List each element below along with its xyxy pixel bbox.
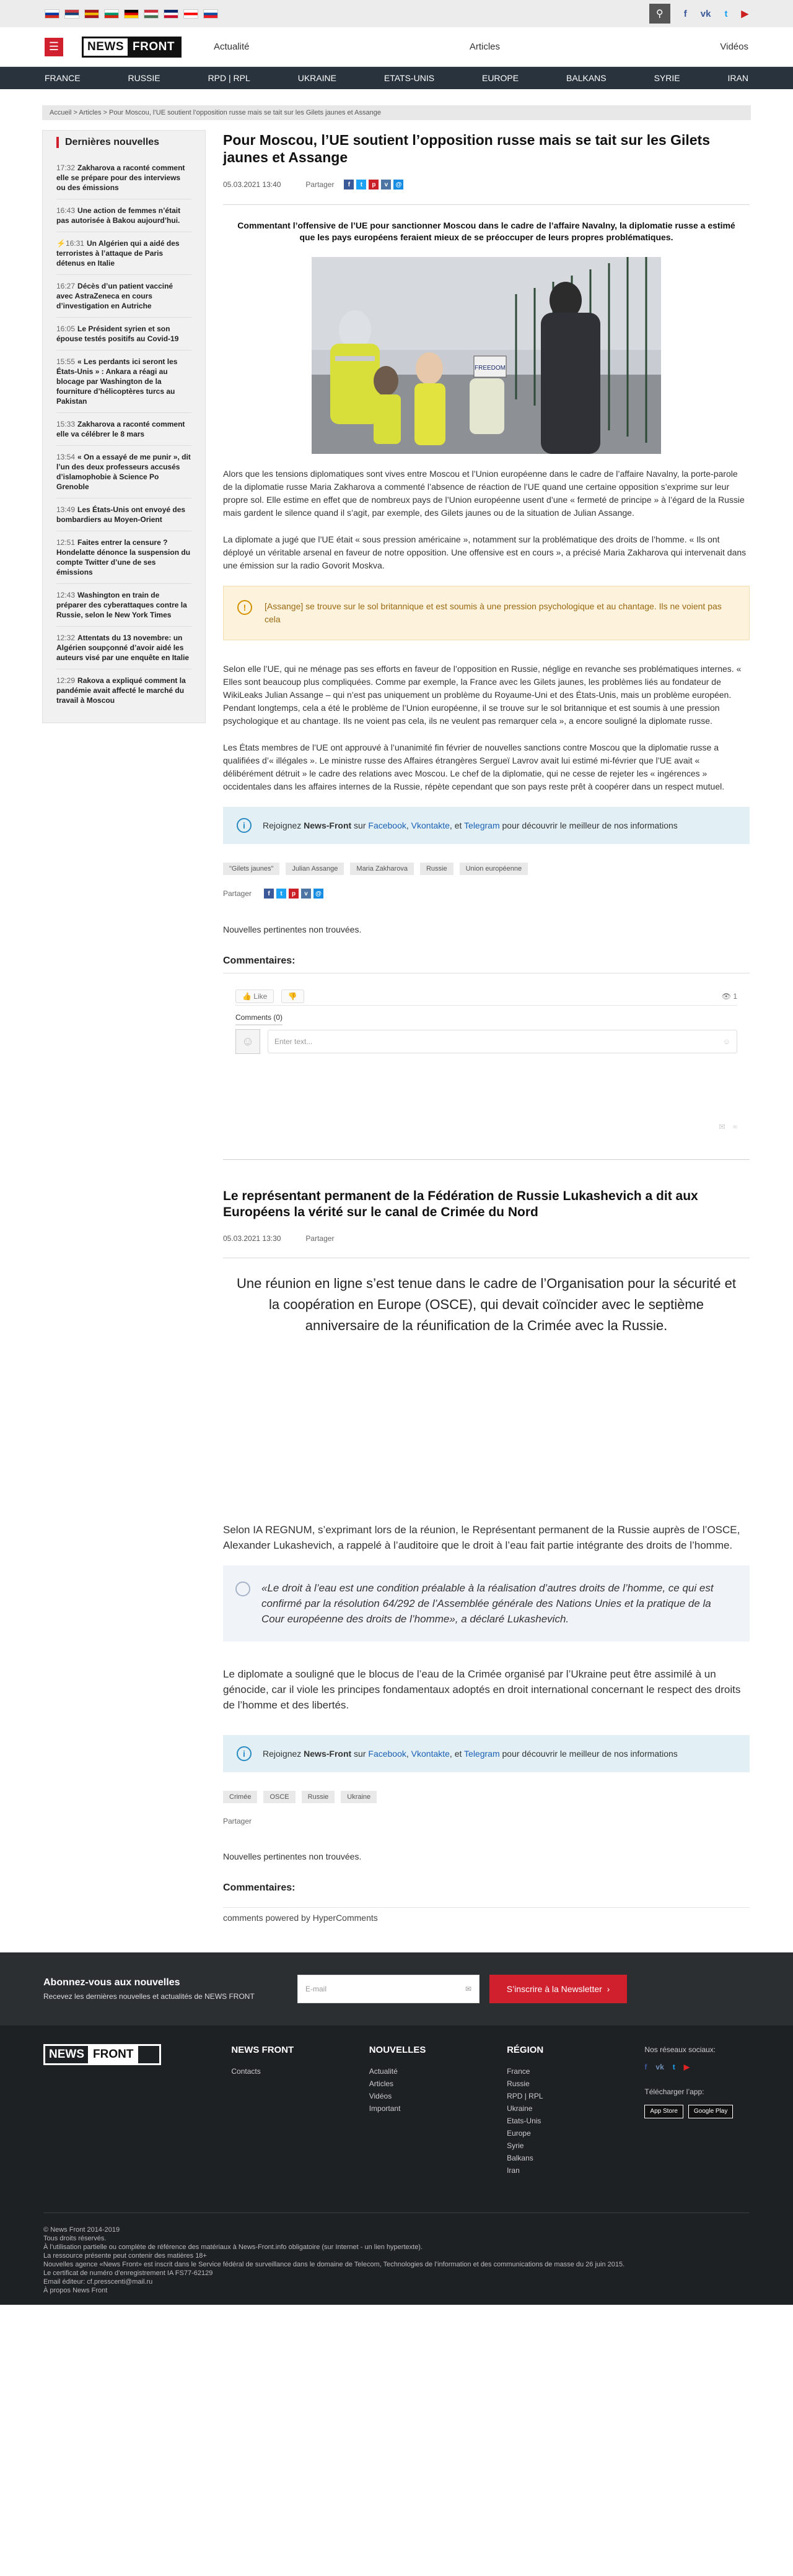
article-paragraph: Selon elle l’UE, qui ne ménage pas ses efforts en faveur de l’opposition en Russie, néglige en revanche ses problématiques internes. « Elles sont beaucoup plus compliquées. Comme par exemple, la France avec les Gilets jaunes, les problèmes liés au fondateur de WikiLeaks Julian Assange – qui n’est pas uniquement un problème du Royaume-Uni et des États-Unis, mais un problème européen. Pendant longtemps, cela a été le problème de l’Union européenne, il se trouve sur le sol britannique et est soumis à une pression psychologique et au chantage. Ils ne voient pas cela, ils ne veulent pas remarquer cela », a encore souligné la diplomate russe. (223, 664, 742, 726)
related-empty: Nouvelles pertinentes non trouvées. (223, 925, 362, 934)
legal-line: La ressource présente peut contenir des matières 18+ (43, 2252, 207, 2260)
news-headline: Les États-Unis ont envoyé des bombardiers au Moyen-Orient (56, 505, 186, 524)
tag[interactable]: Russie (420, 863, 453, 875)
article-lead: Une réunion en ligne s’est tenue dans le cadre de l’Organisation pour la sécurité et la coopération en Europe (OSCE), qui devait coïncider avec le septième anniversaire de la réunification de la Crimée avec la Russie. (237, 1276, 736, 1333)
share-email-icon[interactable]: @ (313, 889, 323, 899)
news-headline: « On a essayé de me punir », dit l’un des deux professeurs accusés d’islamophobie à Science Po Grenoble (56, 453, 191, 491)
article-paragraph: La diplomate a jugé que l’UE était « sous pression américaine », notamment sur la problématique des droits de l’homme. « Ils ont déployé un véritable arsenal en faveur de notre opposition. Une offensive est en cours », a précisé Maria Zakharova qui intervenait dans une émission sur la radio Govorit Moskva. (223, 534, 747, 570)
vk-icon[interactable]: vk (700, 8, 711, 19)
news-time: 13:49 (56, 505, 76, 514)
footer-link[interactable]: Russie (507, 2079, 530, 2088)
share-vk-icon[interactable]: v (381, 180, 391, 189)
news-time: 16:05 (56, 324, 76, 333)
facebook-link[interactable]: Facebook (368, 1749, 406, 1759)
news-headline: Attentats du 13 novembre: un Algérien soupçonné d’avoir aidé les auteurs visé par une enquête en Italie (56, 633, 190, 662)
news-time: 16:43 (56, 206, 76, 215)
footer-legal (43, 2213, 750, 2305)
region-rpd[interactable]: RPD | RPL (208, 73, 250, 83)
article-paragraph: Selon IA REGNUM, s’exprimant lors de la réunion, le Représentant permanent de la Russie auprès de l’OSCE, Alexander Lukashevich, a rappelé à l’auditoire que le droit à l’eau fait partie intégrante des droits de l’homme. (223, 1524, 740, 1551)
facebook-icon[interactable]: f (683, 8, 687, 19)
share-pinterest-icon[interactable]: p (289, 889, 299, 899)
share-label: Partager (305, 180, 335, 189)
news-headline: Décès d’un patient vacciné avec AstraZeneca en cours d’investigation en Autriche (56, 282, 173, 310)
join-text: Rejoignez News-Front sur Facebook, Vkontakte, et Telegram pour découvrir le meilleur de nos informations (263, 820, 678, 830)
region-ukraine[interactable]: UKRAINE (297, 73, 336, 83)
tag[interactable]: Julian Assange (286, 863, 344, 875)
lightning-icon: ⚡ (56, 239, 66, 248)
vkontakte-link[interactable]: Vkontakte (411, 1749, 450, 1759)
news-time: 16:31 (65, 239, 84, 248)
article-paragraph: Le diplomate a souligné que le blocus de l’eau de la Crimée organisé par l’Ukraine peut être assimilé à un génocide, car il viole les principes fondamentaux adoptés en droit international concernant le respect des droits de l’homme et des libertés. (223, 1668, 741, 1711)
view-count: 👁 1 (721, 991, 737, 1001)
article-date: 05.03.2021 13:40 (223, 180, 281, 189)
nav-articles[interactable]: Articles (469, 41, 501, 52)
flag-hungary[interactable] (144, 9, 159, 19)
footer-link[interactable]: Europe (507, 2129, 531, 2138)
share-twitter-icon[interactable]: t (356, 180, 366, 189)
language-bar (0, 0, 793, 27)
quote-box (223, 1565, 750, 1642)
comments-powered-by[interactable]: comments powered by HyperComments (223, 1907, 750, 1923)
footer-social: Nos réseaux sociaux: f vk t ▶ Télécharger l’app: App Store Google Play (644, 2044, 750, 2177)
footer-link[interactable]: RPD | RPL (507, 2092, 543, 2100)
footer-col-nouvelles: NOUVELLES Actualité Articles Vidéos Important (369, 2044, 507, 2177)
news-time: 15:55 (56, 357, 76, 366)
newsletter-heading: Abonnez-vous aux nouvelles (43, 1977, 180, 1988)
comments-heading: Commentaires: (223, 955, 750, 973)
region-iran[interactable]: IRAN (727, 73, 748, 83)
newsletter-section (0, 1952, 793, 2026)
footer-link[interactable]: Articles (369, 2079, 394, 2088)
mail-icon[interactable]: ✉ (718, 1122, 725, 1131)
site-footer (0, 2026, 793, 2305)
comments-heading: Commentaires: (223, 1882, 296, 1893)
legal-line: © News Front 2014-2019 (43, 2226, 120, 2234)
sidebar-news-item[interactable] (56, 275, 191, 318)
tag[interactable]: Maria Zakharova (350, 863, 414, 875)
comment-widget (235, 987, 737, 1132)
flag-russia[interactable] (45, 9, 59, 19)
logo-text-news: NEWS (84, 40, 128, 54)
footer-col-region: RÉGION France Russie RPD | RPL Ukraine Etats-Unis Europe Syrie Balkans Iran (507, 2044, 644, 2177)
legal-line: À propos News Front (43, 2287, 108, 2294)
nav-actualite[interactable]: Actualité (213, 41, 250, 52)
footer-link[interactable]: Etats-Unis (507, 2117, 541, 2125)
sidebar-news-item[interactable] (56, 199, 191, 232)
news-time: 12:43 (56, 591, 76, 599)
tag[interactable]: "Gilets jaunes" (223, 863, 279, 875)
flag-bulgaria[interactable] (104, 9, 119, 19)
news-time: 16:27 (56, 282, 76, 290)
sidebar-news-item[interactable] (56, 446, 191, 498)
share-email-icon[interactable]: @ (393, 180, 403, 189)
article-tags (223, 863, 750, 875)
media-placeholder (223, 1336, 750, 1522)
news-headline: Washington en train de préparer des cyberattaques contre la Russie, selon le New York Times (56, 591, 187, 619)
sidebar-news-item[interactable] (56, 584, 191, 627)
sidebar-title: Dernières nouvelles (56, 137, 191, 148)
news-headline: Rakova a expliqué comment la pandémie avait affecté le marché du travail à Moscou (56, 676, 186, 705)
footer-link[interactable]: France (507, 2067, 530, 2076)
newsletter-subscribe-button[interactable]: S’inscrire à la Newsletter › (489, 1975, 627, 2003)
article-separator (223, 1159, 750, 1160)
youtube-icon[interactable]: ▶ (683, 2063, 690, 2071)
region-syrie[interactable]: SYRIE (654, 73, 680, 83)
join-text: Rejoignez News-Front sur Facebook, Vkontakte, et Telegram pour découvrir le meilleur de nos informations (263, 1749, 678, 1759)
dislike-button[interactable]: 👎 (281, 990, 304, 1003)
newsletter-email-input[interactable]: E-mail ✉ (297, 1975, 480, 2003)
footer-link[interactable]: Syrie (507, 2141, 524, 2150)
divider (223, 204, 750, 205)
news-headline: Un Algérien qui a aidé des terroristes à l’attaque de Paris détenus en Italie (56, 239, 180, 268)
sidebar-news-item[interactable] (56, 627, 191, 669)
legal-line: Email éditeur: cf.presscenti@mail.ru (43, 2278, 153, 2286)
region-europe[interactable]: EUROPE (481, 73, 519, 83)
sidebar-news-item[interactable] (56, 157, 191, 199)
news-headline: « Les perdants ici seront les États-Unis » : Ankara a réagi au blocage par Washington de la fourniture d’hélicoptères turcs au Pakistan (56, 357, 178, 406)
footer-link[interactable]: Ukraine (507, 2104, 533, 2113)
footer-link[interactable]: Important (369, 2104, 401, 2113)
tag[interactable]: Union européenne (460, 863, 528, 875)
app-store-badge[interactable]: App Store (644, 2105, 683, 2118)
share-label: Partager (223, 1817, 252, 1825)
news-headline: Le Président syrien et son épouse testés positifs au Covid-19 (56, 324, 179, 343)
sidebar-news-item[interactable] (56, 531, 191, 584)
photo-banner-text: FREEDOM (475, 365, 506, 372)
flag-slovakia[interactable] (203, 9, 218, 19)
breadcrumb[interactable]: Accueil > Articles > Pour Moscou, l’UE soutient l’opposition russe mais se tait sur les Gilets jaunes et Assange (42, 105, 751, 120)
info-icon: i (237, 818, 252, 833)
latest-news-sidebar (42, 130, 206, 723)
legal-line: Nouvelles agence «News Front» est inscrit dans le Service fédéral de surveillance dans le domaine de Telecom, Technologies de l’information et des communications de masse du 26 juin 2015. (43, 2261, 625, 2268)
youtube-icon[interactable]: ▶ (741, 9, 748, 19)
legal-line: À l’utilisation partielle ou complète de référence des matériaux à News-Front.info obligatoire (sur Internet - un lien hypertexte). (43, 2243, 423, 2251)
flag-uk[interactable] (164, 9, 178, 19)
article-date: 05.03.2021 13:30 (223, 1234, 281, 1243)
share-facebook-icon[interactable]: f (344, 180, 354, 189)
info-icon: i (237, 1746, 252, 1761)
flag-spain[interactable] (84, 9, 99, 19)
footer-link[interactable]: Contacts (231, 2067, 261, 2076)
news-headline: Une action de femmes n’était pas autorisée à Bakou aujourd’hui. (56, 206, 181, 225)
facebook-link[interactable]: Facebook (368, 820, 406, 830)
tag[interactable]: Russie (302, 1791, 335, 1803)
flag-serbia[interactable] (64, 9, 79, 19)
main-nav (214, 41, 748, 52)
news-time: 12:32 (56, 633, 76, 642)
region-usa[interactable]: ETATS-UNIS (383, 73, 435, 83)
share-bar (223, 889, 750, 899)
site-header (0, 27, 793, 67)
warning-text: [Assange] se trouve sur le sol britannique et est soumis à une pression psychologique et au chantage. Ils ne voient pas cela (265, 601, 722, 624)
sidebar-news-item[interactable] (56, 232, 191, 275)
emoji-icon[interactable]: ☺ (722, 1037, 730, 1046)
tag[interactable]: OSCE (263, 1791, 295, 1803)
share-buttons (344, 180, 403, 189)
footer-link[interactable]: Vidéos (369, 2092, 392, 2100)
telegram-link[interactable]: Telegram (464, 820, 500, 830)
region-france[interactable]: FRANCE (45, 73, 81, 83)
quote-text: «Le droit à l’eau est une condition préalable à la réalisation d’autres droits de l’homme, ce qui est confirmé par la résolution 64/292 de l’Assemblée générale des Nations Unies et la pratique de la Cour européenne des droits de l’homme», a déclaré Lukashevich. (261, 1582, 714, 1625)
nav-videos[interactable]: Vidéos (720, 41, 748, 52)
footer-col-newsfront: NEWS FRONT Contacts (231, 2044, 369, 2177)
join-banner (223, 807, 750, 844)
news-time: 13:54 (56, 453, 76, 461)
tag[interactable]: Ukraine (341, 1791, 377, 1803)
share-label: Partager (305, 1234, 335, 1243)
newsletter-subtext: Recevez les dernières nouvelles et actualités de NEWS FRONT (43, 1992, 255, 2001)
footer-logo[interactable]: NEWS FRONT (43, 2044, 161, 2065)
news-time: 12:29 (56, 676, 76, 685)
site-logo[interactable] (82, 37, 182, 58)
menu-icon[interactable]: ☰ (45, 38, 63, 56)
sidebar-news-item[interactable] (56, 350, 191, 413)
envelope-icon: ✉ (465, 1985, 471, 1993)
sidebar-news-item[interactable] (56, 669, 191, 711)
sidebar-news-item[interactable] (56, 413, 191, 446)
comments-tab[interactable]: Comments (0) (235, 1013, 283, 1025)
legal-line: Tous droits réservés. (43, 2235, 107, 2242)
twitter-icon[interactable]: t (724, 8, 728, 19)
join-banner (223, 1735, 750, 1772)
article-paragraph: Les États membres de l’UE ont approuvé à l’unanimité fin février de nouvelles sanctions contre Moscou que la diplomatie russe a qualifiées d’« illégales ». Le ministre russe des Affaires étrangères Sergueï Lavrov avait lui estimé mi-février que l’UE avait « délibérément détruit » le cadre des relations avec Moscou. Le chef de la diplomatie, qui ne cesse de rejeter les « ingérences » occidentales dans les affaires internes de la Russie, répète cependant que son pays reste prêt à coopérer dans un respect mutuel. (223, 742, 725, 791)
tag[interactable]: Crimée (223, 1791, 257, 1803)
sidebar-news-item[interactable] (56, 498, 191, 531)
news-headline: Faites entrer la censure ? Hondelatte dénonce la suspension du compte Twitter d’une de ses émissions (56, 538, 191, 577)
article-paragraph: Alors que les tensions diplomatiques sont vives entre Moscou et l’Union européenne dans le cadre de l’affaire Navalny, la porte-parole de la diplomatie russe Maria Zakharova a commenté l’absence de réaction de l’UE quand une certaine opposition s’exprime sur leur propre sol. Elle estime en effet que de nombreux pays de l’Union européenne usent d’une « fermeté de principe » à l’égard de la Russie mais gardent le silence quand il s’agit, par exemple, des Gilets jaunes ou de la situation de Julian Assange. (223, 469, 745, 518)
related-empty: Nouvelles pertinentes non trouvées. (223, 1852, 362, 1861)
footer-link[interactable]: Actualité (369, 2067, 398, 2076)
twitter-icon[interactable]: t (672, 2063, 675, 2071)
google-play-badge[interactable]: Google Play (688, 2105, 733, 2118)
news-time: 12:51 (56, 538, 76, 547)
logo-text-front: FRONT (128, 38, 180, 56)
vkontakte-link[interactable]: Vkontakte (411, 820, 450, 830)
news-time: 17:32 (56, 163, 76, 172)
footer-link[interactable]: Iran (507, 2166, 520, 2175)
footer-link[interactable]: Balkans (507, 2154, 533, 2162)
search-icon[interactable]: ⚲ (649, 4, 670, 24)
legal-line: Le certificat de numéro d’enregistrement IA FS77-62129 (43, 2269, 213, 2277)
quote-icon (235, 1582, 250, 1596)
share-pinterest-icon[interactable]: p (369, 180, 379, 189)
article-title: Le représentant permanent de la Fédération de Russie Lukashevich a dit aux Européens la vérité sur le canal de Crimée du Nord (223, 1189, 698, 1219)
region-nav (0, 67, 793, 89)
article-meta (223, 180, 750, 189)
news-headline: Zakharova a raconté comment elle va célébrer le 8 mars (56, 420, 185, 438)
share-twitter-icon[interactable]: t (276, 889, 286, 899)
article-lead: Commentant l’offensive de l’UE pour sanctionner Moscou dans le cadre de l’affaire Navalny, la diplomatie russe a estimé que les pays européens feraient mieux de se préoccuper de leurs propres problématiques. (237, 220, 735, 242)
avatar: ☺ (235, 1029, 260, 1054)
share-vk-icon[interactable]: v (301, 889, 311, 899)
facebook-icon[interactable]: f (644, 2063, 647, 2071)
news-time: 15:33 (56, 420, 76, 429)
comment-input[interactable]: Enter text... ☺ (268, 1030, 737, 1053)
flag-germany[interactable] (124, 9, 139, 19)
share-label: Partager (223, 889, 252, 898)
quote-warning-box (223, 586, 750, 640)
language-flags (45, 9, 218, 19)
vk-icon[interactable]: vk (655, 2063, 664, 2071)
article-tags (223, 1791, 750, 1803)
like-button[interactable]: 👍 Like (235, 990, 274, 1003)
region-balkans[interactable]: BALKANS (566, 73, 607, 83)
article-photo (312, 257, 661, 454)
share-facebook-icon[interactable]: f (264, 889, 274, 899)
rss-icon[interactable]: ≈ (732, 1122, 737, 1131)
warning-icon: ! (237, 600, 252, 615)
article-title: Pour Moscou, l’UE soutient l’opposition russe mais se tait sur les Gilets jaunes et Assange (223, 132, 710, 165)
main-content (223, 130, 750, 1923)
sidebar-news-item[interactable] (56, 318, 191, 350)
flag-georgia[interactable] (183, 9, 198, 19)
news-headline: Zakharova a raconté comment elle se prépare pour des interviews ou des émissions (56, 163, 185, 192)
telegram-link[interactable]: Telegram (464, 1749, 500, 1759)
region-russie[interactable]: RUSSIE (128, 73, 160, 83)
